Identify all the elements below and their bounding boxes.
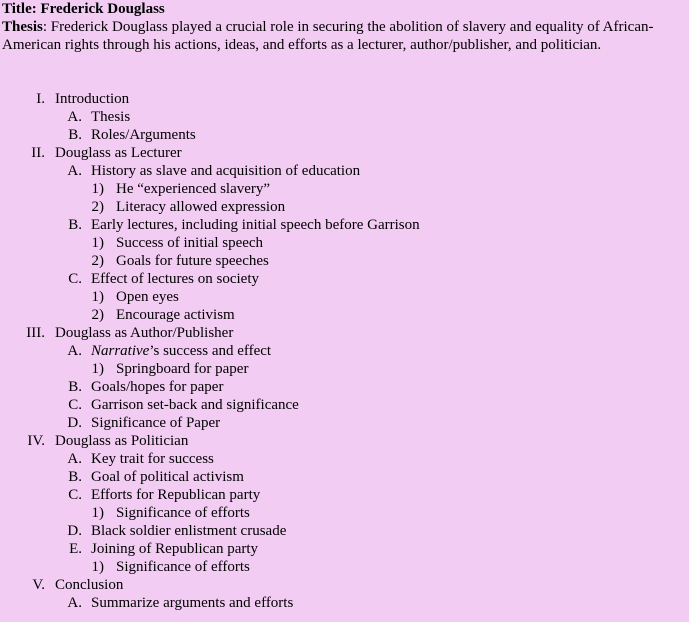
outline-marker: 1) xyxy=(91,289,104,305)
outline-item xyxy=(0,108,689,126)
outline-item xyxy=(0,432,689,450)
outline-item xyxy=(0,540,689,558)
outline-marker: IV. xyxy=(27,433,45,449)
outline-marker: 2) xyxy=(91,199,104,215)
title-label: Title: xyxy=(2,1,37,17)
outline-marker: A. xyxy=(67,343,82,359)
outline-item xyxy=(0,306,689,324)
outline-marker: 1) xyxy=(91,181,104,197)
document-title: Frederick Douglass xyxy=(40,1,165,17)
outline-text: Open eyes xyxy=(116,289,179,305)
outline-text: Black soldier enlistment crusade xyxy=(91,523,287,539)
outline-text: Springboard for paper xyxy=(116,361,249,377)
outline-text: Joining of Republican party xyxy=(91,541,259,557)
outline-marker: 2) xyxy=(91,307,104,323)
outline-item xyxy=(0,198,689,216)
outline-text: Goal of political activism xyxy=(91,469,244,485)
outline-item xyxy=(0,414,689,432)
outline-marker: B. xyxy=(68,217,82,233)
outline-marker: 1) xyxy=(91,505,104,521)
outline-item xyxy=(0,252,689,270)
outline-text: Douglass as Politician xyxy=(55,433,189,449)
outline-item xyxy=(0,270,689,288)
document-header xyxy=(2,0,682,54)
outline-marker: B. xyxy=(68,469,82,485)
outline-item xyxy=(0,468,689,486)
outline-item xyxy=(0,504,689,522)
outline-item xyxy=(0,486,689,504)
outline-marker: B. xyxy=(68,379,82,395)
thesis-text: : Frederick Douglass played a crucial role in securing the abolition of slavery and equality of African-American rights through his actions, ideas, and efforts as a lecturer, author/publisher, and politician. xyxy=(2,19,654,53)
outline-marker: A. xyxy=(67,451,82,467)
outline-item xyxy=(0,522,689,540)
outline-marker: C. xyxy=(68,271,82,287)
outline-marker: D. xyxy=(67,523,82,539)
outline-item xyxy=(0,396,689,414)
outline-marker: 1) xyxy=(91,235,104,251)
outline-marker: V. xyxy=(32,577,45,593)
outline-text: Early lectures, including initial speech before Garrison xyxy=(91,217,420,233)
outline-marker: A. xyxy=(67,595,82,611)
outline-item xyxy=(0,324,689,342)
outline-item xyxy=(0,90,689,108)
outline-text xyxy=(91,342,271,360)
thesis-label: Thesis xyxy=(2,19,43,35)
thesis-paragraph xyxy=(2,18,682,54)
outline-item xyxy=(0,594,689,612)
outline-marker: A. xyxy=(67,163,82,179)
outline-item xyxy=(0,180,689,198)
outline-text: Goals for future speeches xyxy=(116,253,269,269)
outline-marker: D. xyxy=(67,415,82,431)
outline-marker: 2) xyxy=(91,253,104,269)
outline-marker: 1) xyxy=(91,361,104,377)
outline-item xyxy=(0,144,689,162)
outline-text: Roles/Arguments xyxy=(91,127,196,143)
outline-text: Conclusion xyxy=(55,577,124,593)
outline-text: Literacy allowed expression xyxy=(116,199,286,215)
outline-text: Douglass as Lecturer xyxy=(55,145,182,161)
outline-marker: 1) xyxy=(91,559,104,575)
outline-item xyxy=(0,360,689,378)
outline-item xyxy=(0,234,689,252)
outline-item xyxy=(0,126,689,144)
outline-text: Goals/hopes for paper xyxy=(91,379,224,395)
outline-item xyxy=(0,162,689,180)
outline-marker: C. xyxy=(68,487,82,503)
outline-text: Effect of lectures on society xyxy=(91,271,259,287)
outline-text: Thesis xyxy=(91,109,131,125)
outline-marker: E. xyxy=(69,541,82,557)
outline-marker: C. xyxy=(68,397,82,413)
outline-item xyxy=(0,288,689,306)
outline-item xyxy=(0,342,689,360)
outline-text: Douglass as Author/Publisher xyxy=(55,325,234,341)
outline-item xyxy=(0,216,689,234)
outline-text: Encourage activism xyxy=(116,307,235,323)
outline-marker: III. xyxy=(26,325,45,341)
outline-item xyxy=(0,378,689,396)
outline-text: Efforts for Republican party xyxy=(91,487,261,503)
outline-text-rest: ’s success and effect xyxy=(149,343,272,359)
outline-marker: B. xyxy=(68,127,82,143)
book-title: Narrative xyxy=(91,343,150,359)
outline-text: Success of initial speech xyxy=(116,235,264,251)
outline-text: Significance of Paper xyxy=(91,415,221,431)
outline-marker: A. xyxy=(67,109,82,125)
outline-text: Garrison set-back and significance xyxy=(91,397,299,413)
outline-text: Significance of efforts xyxy=(116,505,250,521)
outline-marker: I. xyxy=(36,91,45,107)
outline-text: History as slave and acquisition of education xyxy=(91,163,361,179)
outline-marker: II. xyxy=(31,145,45,161)
outline-text: Introduction xyxy=(55,91,130,107)
outline-item xyxy=(0,576,689,594)
outline-text: Key trait for success xyxy=(91,451,214,467)
outline-text: Significance of efforts xyxy=(116,559,250,575)
outline-item xyxy=(0,558,689,576)
title-line xyxy=(2,0,682,18)
outline-item xyxy=(0,450,689,468)
outline-text: He “experienced slavery” xyxy=(116,181,271,197)
outline-text: Summarize arguments and efforts xyxy=(91,595,294,611)
outline xyxy=(0,90,689,612)
